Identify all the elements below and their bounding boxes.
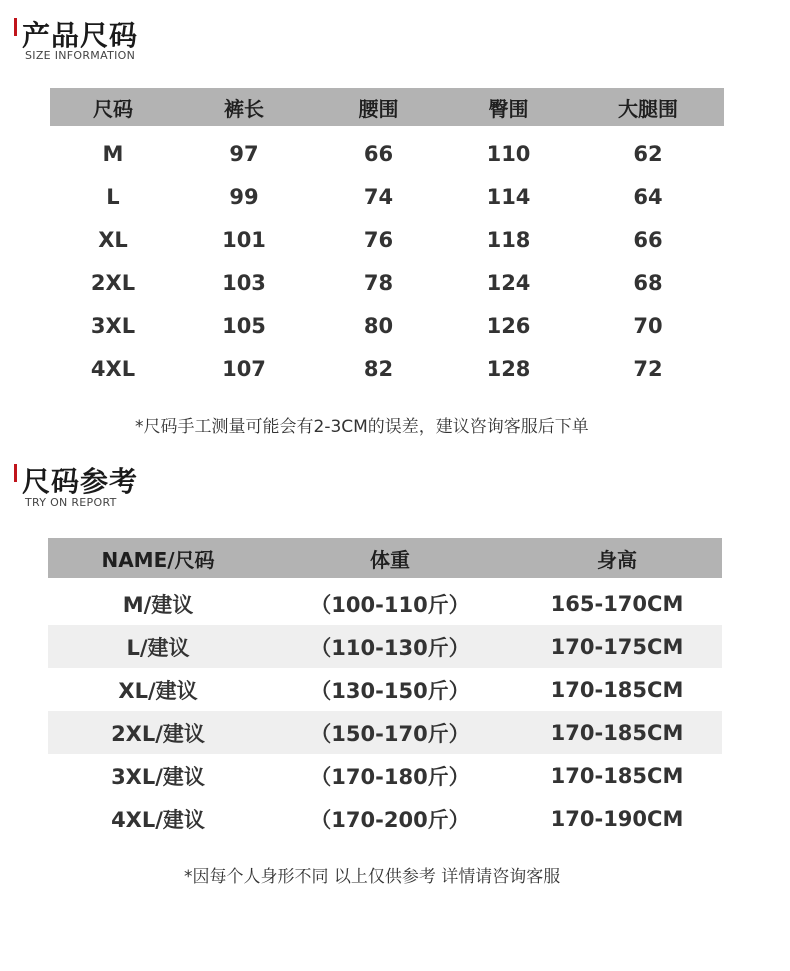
table-cell: 3XL/建议 <box>111 764 205 789</box>
table-cell: （130-150斤） <box>310 678 470 703</box>
column-header: 体重 <box>268 538 512 578</box>
table-cell: 66 <box>633 227 663 252</box>
section-title: 产品尺码 <box>22 19 139 52</box>
table-cell: 74 <box>363 184 394 209</box>
table-cell: 165-170CM <box>550 591 684 616</box>
table-row <box>50 347 724 390</box>
table-cell: 80 <box>363 313 394 338</box>
table-cell: 2XL <box>90 270 136 295</box>
column-header: 裤长 <box>176 88 312 126</box>
table-row <box>48 797 722 840</box>
table-cell: 82 <box>363 356 394 381</box>
table-cell: XL <box>98 227 128 252</box>
table-cell: 66 <box>363 141 394 166</box>
table-cell: 128 <box>486 356 531 381</box>
table-cell: M/建议 <box>122 592 194 617</box>
size-reference-table <box>48 538 722 840</box>
table-header-row <box>50 88 724 126</box>
table-cell: 107 <box>222 356 266 381</box>
table-row <box>48 582 722 625</box>
column-header: 身高 <box>512 538 722 578</box>
table-cell: 170-185CM <box>512 711 722 754</box>
table-cell: 4XL <box>90 356 136 381</box>
table-cell: 101 <box>222 227 266 252</box>
table-cell: 110 <box>486 141 531 166</box>
column-header: NAME/尺码 <box>48 538 268 578</box>
table-cell: 118 <box>486 227 531 252</box>
table-cell: 70 <box>633 313 663 338</box>
table-cell: L/建议 <box>48 625 268 668</box>
table-cell: （170-180斤） <box>310 764 470 789</box>
reference-note: *因每个人身形不同 以上仅供参考 详情请咨询客服 <box>184 867 561 887</box>
table-cell: 170-185CM <box>550 763 684 788</box>
size-table <box>50 88 724 390</box>
column-header: 大腿围 <box>572 88 724 126</box>
table-cell: 103 <box>222 270 266 295</box>
column-header: 腰围 <box>312 88 445 126</box>
table-row <box>50 261 724 304</box>
column-header: 臀围 <box>445 88 572 126</box>
table-cell: 170-185CM <box>550 677 684 702</box>
table-cell: L <box>106 184 120 209</box>
table-row <box>48 625 722 668</box>
table-cell: XL/建议 <box>118 678 198 703</box>
table-row <box>48 711 722 754</box>
table-row <box>50 218 724 261</box>
table-cell: 105 <box>222 313 266 338</box>
measurement-note: *尺码手工测量可能会有2-3CM的误差，建议咨询客服后下单 <box>135 417 589 437</box>
table-row <box>48 754 722 797</box>
table-row <box>50 132 724 175</box>
section-subtitle: SIZE INFORMATION <box>25 49 136 62</box>
table-cell: 72 <box>633 356 663 381</box>
table-cell: 2XL/建议 <box>48 711 268 754</box>
table-cell: （100-110斤） <box>310 592 470 617</box>
table-cell: M <box>102 141 124 166</box>
table-cell: 3XL <box>90 313 136 338</box>
table-cell: 68 <box>633 270 663 295</box>
table-cell: 78 <box>363 270 394 295</box>
table-cell: 64 <box>633 184 663 209</box>
table-row <box>48 668 722 711</box>
table-cell: （170-200斤） <box>310 807 470 832</box>
table-row <box>50 175 724 218</box>
table-cell: 126 <box>486 313 531 338</box>
table-cell: 4XL/建议 <box>111 807 205 832</box>
table-cell: （110-130斤） <box>268 625 512 668</box>
table-cell: 170-190CM <box>550 806 684 831</box>
section-subtitle: TRY ON REPORT <box>25 496 117 509</box>
table-cell: 97 <box>229 141 259 166</box>
accent-bar <box>14 18 17 36</box>
table-cell: 124 <box>486 270 531 295</box>
table-header-row <box>48 538 722 578</box>
section-title: 尺码参考 <box>22 465 139 498</box>
table-cell: （150-170斤） <box>268 711 512 754</box>
accent-bar <box>14 464 17 482</box>
table-cell: 114 <box>486 184 531 209</box>
column-header: 尺码 <box>50 88 176 126</box>
table-cell: 170-175CM <box>512 625 722 668</box>
table-cell: 76 <box>363 227 394 252</box>
table-cell: 62 <box>633 141 663 166</box>
table-row <box>50 304 724 347</box>
table-cell: 99 <box>229 184 259 209</box>
